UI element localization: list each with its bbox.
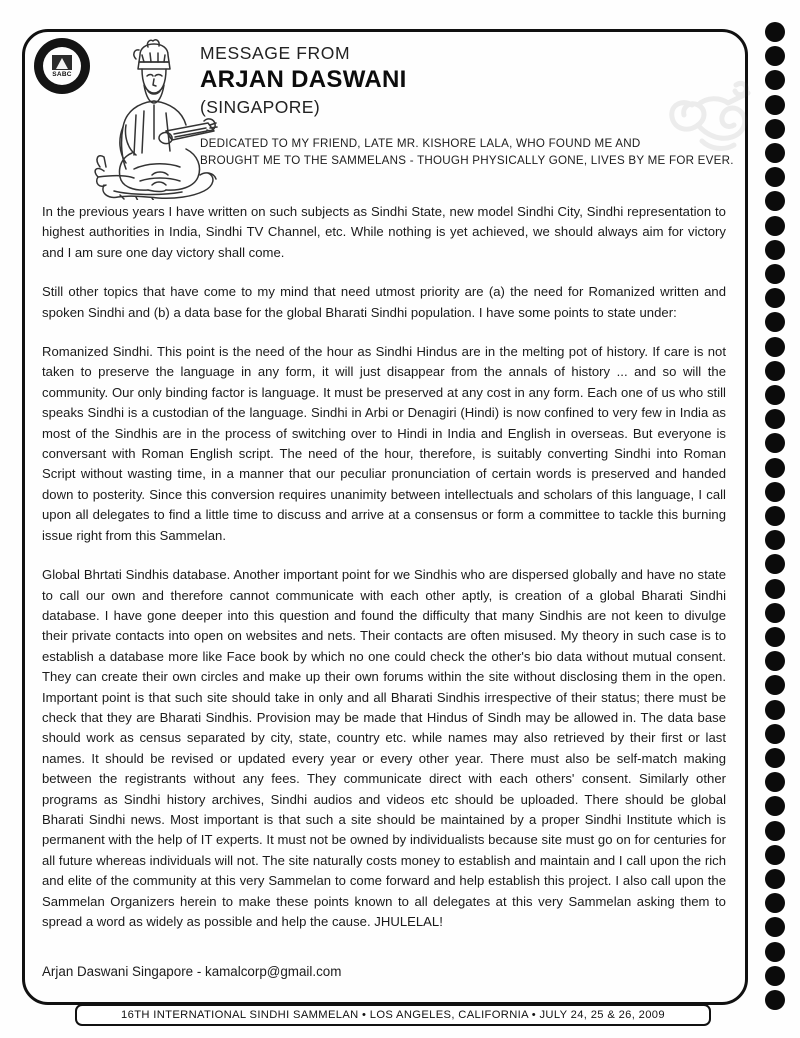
message-body [42,202,726,951]
binding-hole [765,748,785,768]
sender-location: (SINGAPORE) [200,97,321,117]
binding-hole [765,917,785,937]
binding-hole [765,385,785,405]
binding-hole [765,942,785,962]
binding-hole [765,119,785,139]
binding-hole [765,46,785,66]
binding-hole [765,990,785,1010]
sender-name: ARJAN DASWANI [200,66,407,93]
footer-banner [75,1004,711,1026]
binding-hole [765,506,785,526]
page-header [22,29,748,197]
binding-hole [765,240,785,260]
binding-hole [765,869,785,889]
binding-hole [765,70,785,90]
signature-line: Arjan Daswani Singapore - kamalcorp@gmail.com [42,964,342,979]
body-paragraph-2: Still other topics that have come to my mind that need utmost priority are (a) the need for Romanized written and spoken Sindhi and (b) a data base for the global Bharati Sindhi population. I have some points to state under: [42,284,726,320]
binding-hole [765,845,785,865]
binding-hole [765,651,785,671]
binding-hole [765,821,785,841]
binding-hole [765,191,785,211]
binding-hole [765,409,785,429]
binding-hole [765,433,785,453]
binding-hole [765,361,785,381]
binding-hole [765,772,785,792]
binding-hole [765,893,785,913]
binding-hole [765,482,785,502]
binding-hole [765,579,785,599]
binding-hole [765,796,785,816]
binding-hole [765,167,785,187]
binding-hole [765,95,785,115]
spiral-binding-holes [762,0,800,1038]
binding-hole [765,554,785,574]
dedication-block [200,136,740,169]
binding-hole [765,22,785,42]
binding-hole [765,627,785,647]
binding-hole [765,216,785,236]
binding-hole [765,143,785,163]
seal-acronym: SABC [52,70,72,78]
binding-hole [765,312,785,332]
binding-hole [765,966,785,986]
binding-hole [765,288,785,308]
message-from-label: MESSAGE FROM [200,43,351,63]
binding-hole [765,675,785,695]
body-paragraph-1: In the previous years I have written on such subjects as Sindhi State, new model Sindhi City, Sindhi representation to highest authorities in India, Sindhi TV Channel, etc. While nothing is yet achieved, we should always aim for victory and I am sure one day victory shall come. [42,204,726,260]
header-text-block [200,42,740,169]
dedication-line-1: DEDICATED TO MY FRIEND, LATE MR. KISHORE LALA, WHO FOUND ME AND [200,137,641,150]
body-paragraph-3: Romanized Sindhi. This point is the need of the hour as Sindhi Hindus are in the melting pot of history. If care is not taken to preserve the language in any form, it will just disappear from the annals of history ... and so will the community. Our only binding factor is language. It must be preserved at any cost in any form. Each one of us who still speaks Sindhi is a custodian of the language. Sindhi in Arbi or Denagiri (Hindi) is now confined to very few in India as most of the Sindhis are in the process of switching over to Hindi in India and English in overseas. But everyone is conversant with Roman English script. The need of the hour, therefore, is suitably converting Sindhi into Roman Script without wasting time, in a manner that our peculiar pronunciation of certain words is preserved and handed down to posterity. Since this conversion requires unanimity between intellectuals and scholars of this language, I call upon all delegates to find a little time to discuss and arrive at a consensus or form a committee to tackle this burning issue right from this Sammelan. [42,344,726,543]
dedication-line-2: BROUGHT ME TO THE SAMMELANS - THOUGH PHYSICALLY GONE, LIVES BY ME FOR EVER. [200,153,734,167]
binding-hole [765,724,785,744]
binding-hole [765,264,785,284]
body-paragraph-4: Global Bhrtati Sindhis database. Another important point for we Sindhis who are dispersed globally and have no state to call our own and therefore cannot communicate with each other aptly, is creation of a global Bharati Sindhi database. I have gone deeper into this question and found the difficulty that many Sindhis are not keen to divulge their private contacts into open on websites and nets. Their contacts are often misused. My theory in such case is to establish a database more like Face book by which no one could check the other's bio data without mutual consent. They can create their own circles and make up their own forums within the site without disclosing them in the open. Important point is that such site should take in only and all Bharati Sindhis irrespective of their status; there must be check that they are Bharati Sindhis. Provision may be made that Hindus of Sindh may be allowed in. The data base should work as census separated by city, state, country etc. while names may also retrieved by their first or last names. It should be revised or updated every year or every other year. There must also be self-match making between the registrants without any fees. They communicate direct with each others' consent. Similarly other programs as Sindhi history archives, Sindhi audios and videos etc should be uploaded. There should be global Bharati Sindhi news. Most important is that such a site should be maintained by a proper Sindhi Institute which is permanent with the help of IT experts. It must not be owned by individualists because site must go on for centuries for all future whereas individuals will not. The site naturally costs money to establish and maintain and I call upon the rich and elite of the community at this very Sammelan to come forward and help establish this project. I also call upon the Sammelan Organizers herein to make these points known to all delegates at this very Sammelan asking them to spread a word as widely as possible and help the cause. JHULELAL! [42,567,726,929]
binding-hole [765,458,785,478]
binding-hole [765,700,785,720]
binding-hole [765,530,785,550]
binding-hole [765,337,785,357]
seal-emblem-icon [52,55,72,70]
binding-hole [765,603,785,623]
footer-text: 16TH INTERNATIONAL SINDHI SAMMELAN • LOS ANGELES, CALIFORNIA • JULY 24, 25 & 26, 2009 [121,1009,665,1021]
